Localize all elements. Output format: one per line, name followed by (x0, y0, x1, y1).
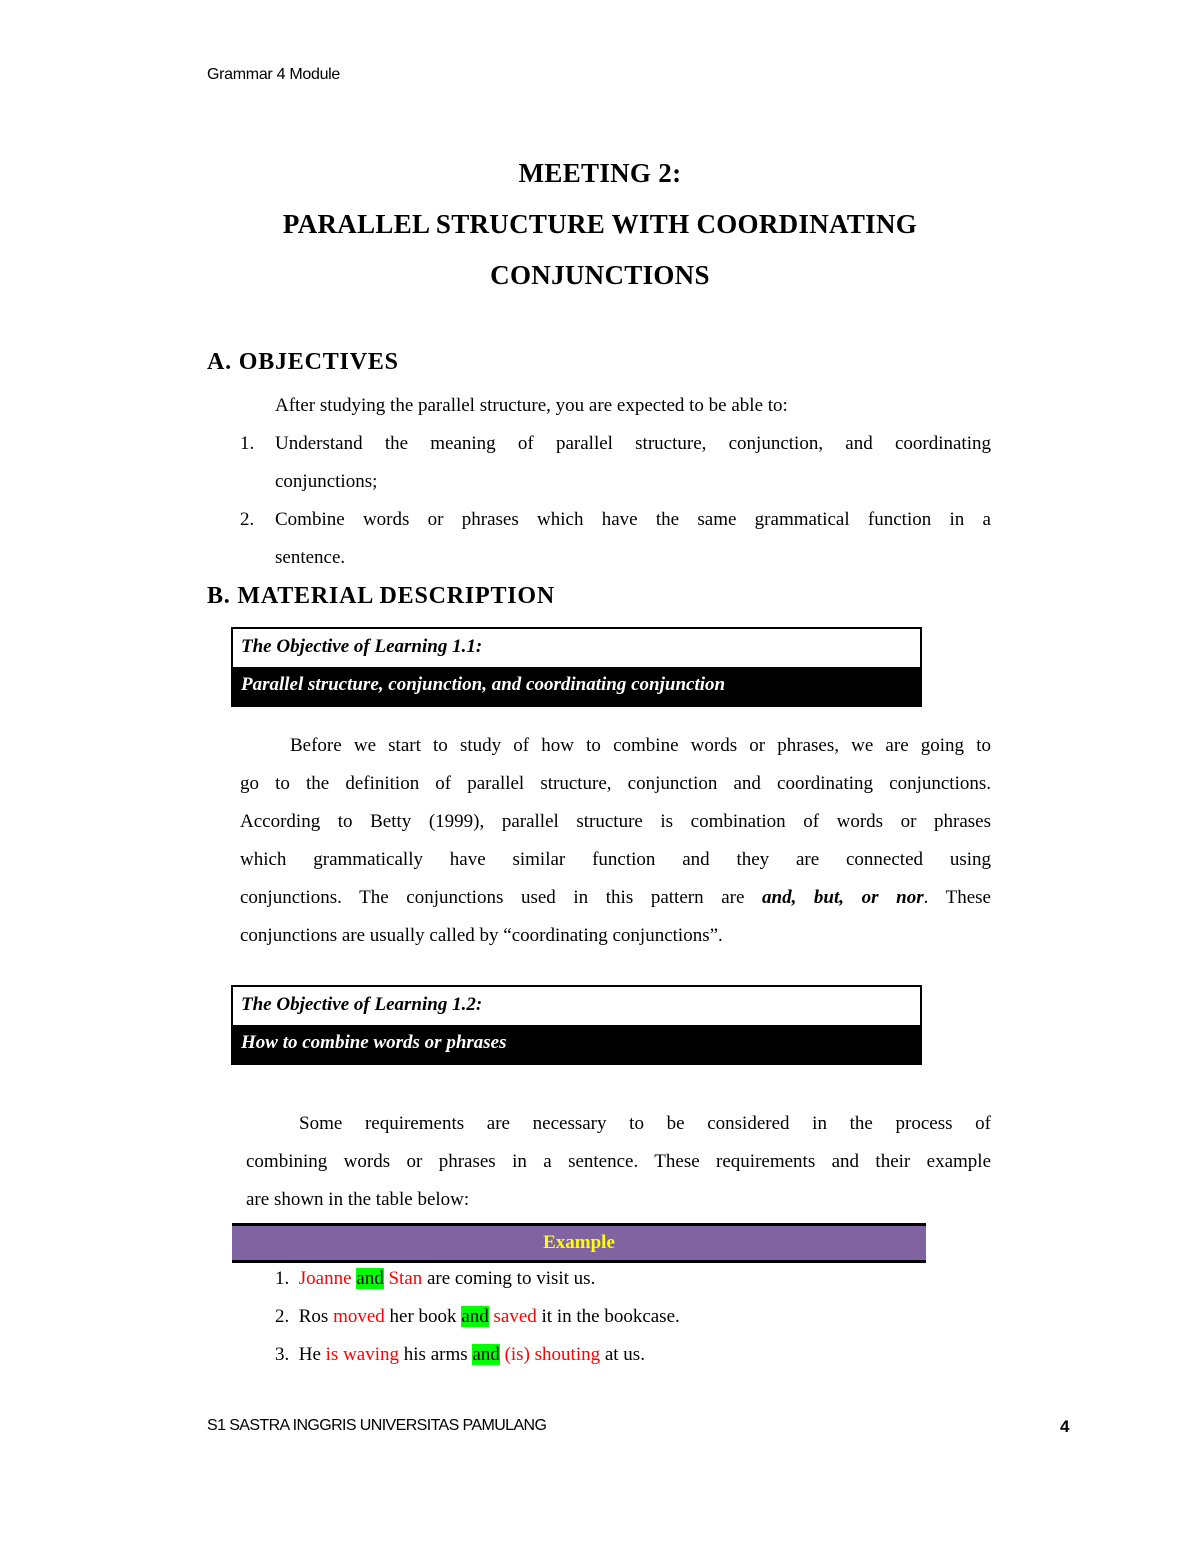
parallel-element: is waving (325, 1344, 400, 1365)
conjunction-highlight: and (461, 1306, 489, 1327)
objectives-heading: A. OBJECTIVES (207, 349, 399, 375)
paragraph-text: conjunctions. The conjunctions used in this pattern are (240, 887, 762, 908)
objective-number: 1. (240, 433, 255, 454)
learning-objective-box-1 (231, 627, 922, 707)
parallel-element: moved (333, 1306, 385, 1327)
paragraph-line: are shown in the table below: (246, 1189, 470, 1210)
learning-objective-subtitle: Parallel structure, conjunction, and coordinating conjunction (233, 667, 920, 705)
paragraph-line: which grammatically have similar function and they are connected using (240, 849, 991, 870)
paragraph-line (240, 879, 991, 917)
example-text: Ros (298, 1306, 334, 1327)
paragraph-line: According to Betty (1999), parallel structure is combination of words or phrases (240, 811, 991, 832)
example-text: his arms (399, 1344, 473, 1365)
paragraph-text: . These (923, 887, 991, 908)
paragraph-line: Some requirements are necessary to be considered in the process of (299, 1113, 991, 1134)
example-text: it in the bookcase. (536, 1306, 680, 1327)
material-heading: B. MATERIAL DESCRIPTION (207, 583, 556, 609)
meeting-title: MEETING 2: (518, 158, 682, 188)
paragraph-line: go to the definition of parallel structure, conjunction and coordinating conjunctions. (240, 773, 991, 794)
example-row (275, 1306, 680, 1328)
example-row (275, 1344, 645, 1366)
example-text: her book (384, 1306, 462, 1327)
objective-text-line: Understand the meaning of parallel structure, conjunction, and coordinating (275, 433, 991, 454)
example-number: 1. (275, 1268, 290, 1289)
paragraph-line: conjunctions are usually called by “coordinating conjunctions”. (240, 925, 723, 946)
example-text: at us. (600, 1344, 645, 1365)
objective-number: 2. (240, 509, 255, 530)
example-number: 3. (275, 1344, 290, 1365)
page-header: Grammar 4 Module (207, 66, 341, 83)
example-table-header: Example (232, 1223, 926, 1263)
objective-text-line: Combine words or phrases which have the same grammatical function in a (275, 509, 991, 530)
paragraph-line: combining words or phrases in a sentence. These requirements and their example (246, 1151, 991, 1172)
example-text: He (298, 1344, 326, 1365)
parallel-element: Joanne (298, 1268, 352, 1289)
objectives-intro: After studying the parallel structure, you are expected to be able to: (275, 395, 788, 416)
conjunction-highlight: and (472, 1344, 500, 1365)
parallel-element: (is) shouting (504, 1344, 601, 1365)
paragraph-line: Before we start to study of how to combine words or phrases, we are going to (290, 735, 991, 756)
page-number: 4 (1060, 1417, 1070, 1436)
learning-objective-box-2 (231, 985, 922, 1065)
definition-paragraph (240, 727, 991, 955)
example-row (275, 1268, 595, 1290)
objective-text-line: conjunctions; (275, 471, 378, 492)
learning-objective-title: The Objective of Learning 1.1: (241, 636, 483, 657)
coordinating-conjunctions-list: and, but, or nor (762, 887, 924, 908)
parallel-element: saved (493, 1306, 537, 1327)
topic-title-line1: PARALLEL STRUCTURE WITH COORDINATING (282, 209, 918, 239)
learning-objective-title: The Objective of Learning 1.2: (241, 994, 483, 1015)
example-text: are coming to visit us. (422, 1268, 596, 1289)
conjunction-highlight: and (356, 1268, 384, 1289)
topic-title-line2: CONJUNCTIONS (490, 260, 710, 290)
objective-text-line: sentence. (275, 547, 346, 568)
learning-objective-subtitle: How to combine words or phrases (233, 1025, 920, 1063)
page-footer: S1 SASTRA INGGRIS UNIVERSITAS PAMULANG (207, 1417, 547, 1434)
requirements-paragraph (246, 1105, 991, 1219)
example-number: 2. (275, 1306, 290, 1327)
parallel-element: Stan (388, 1268, 423, 1289)
